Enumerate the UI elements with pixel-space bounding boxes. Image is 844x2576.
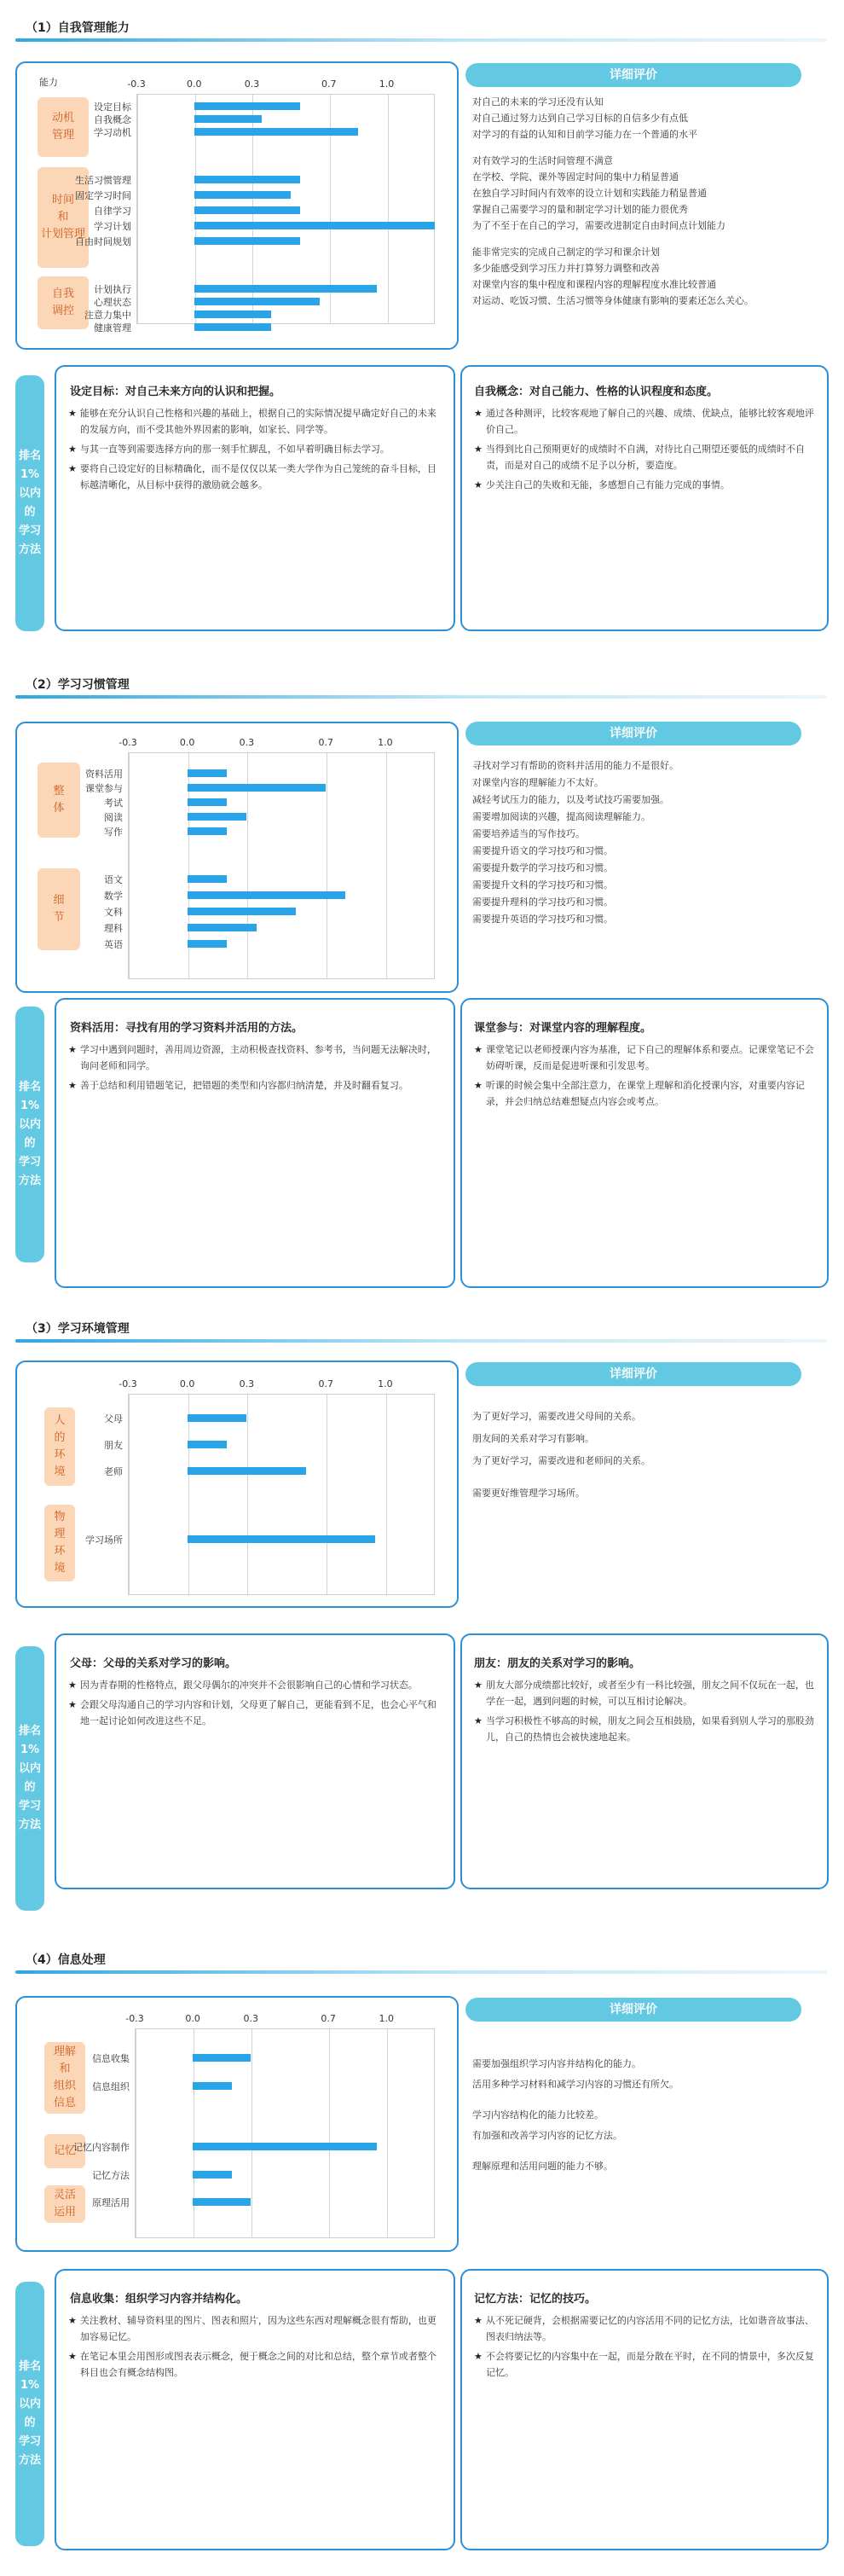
gridline (387, 2029, 388, 2237)
row-label: 阅读 (104, 812, 123, 823)
eval-line: 为了不至于在自己的学习，需要改进制定自由时间点计划能力 (472, 220, 725, 231)
star-icon: ★ (68, 1680, 77, 1691)
eval-line: 对运动、吃饭习惯、生活习惯等身体健康有影响的要素还怎么关心。 (472, 295, 754, 306)
gridline (137, 95, 138, 323)
gridline (251, 2029, 252, 2237)
row-label: 健康管理 (94, 322, 131, 334)
card-point-text: 与其一直等到需要选择方向的那一刻手忙脚乱，不如早着明确目标去学习。 (79, 444, 390, 455)
eval-line: 需要提升语文的学习技巧和习惯。 (472, 845, 613, 856)
tick-label: -0.3 (125, 2013, 144, 2024)
section-title: （4）信息处理 (26, 1953, 106, 1967)
method-card (55, 365, 455, 631)
chart (32, 2006, 450, 2245)
star-icon: ★ (68, 2351, 77, 2362)
eval-line (472, 142, 813, 153)
detail-eval-header: 详细评价 (465, 1998, 801, 2022)
tick-label: 0.7 (318, 737, 333, 748)
card-point-text: 从不死记硬背，会根据需要记忆的内容活用不同的记忆方法，比如谐音故事法、图表归纳法等。 (485, 2315, 814, 2342)
chart (32, 73, 450, 334)
bar-生活习惯管理 (194, 176, 300, 183)
row-label: 信息收集 (92, 2053, 130, 2064)
card-point (66, 1677, 442, 1693)
eval-line (472, 234, 813, 244)
row-label: 自律学习 (94, 206, 131, 217)
card-point-text: 因为青春期的性格特点，跟父母偶尔的冲突并不会很影响自己的心情和学习状态。 (79, 1680, 418, 1691)
method-card (460, 365, 829, 631)
bar-资料活用 (188, 769, 227, 777)
section-divider (15, 695, 827, 699)
bar-父母 (188, 1414, 247, 1422)
tick-label: 0.7 (321, 78, 337, 90)
eval-line: 对有效学习的生活时间管理不满意 (472, 155, 613, 166)
eval-line: 理解原理和活用问题的能力不够。 (472, 2161, 613, 2172)
bar-考试 (188, 798, 227, 806)
row-label: 自我概念 (94, 114, 131, 125)
star-icon: ★ (474, 1715, 483, 1726)
row-label: 固定学习时间 (75, 190, 131, 201)
card-point-text: 课堂笔记以老师授课内容为基准，记下自己的理解体系和要点。记课堂笔记不会妨碍听课，反而是促进听课和引发思考。 (485, 1044, 814, 1071)
detail-eval-text (472, 757, 813, 928)
bar-注意力集中 (194, 310, 271, 318)
eval-line: 活用多种学习材料和减学习内容的习惯还有所欠。 (472, 2079, 679, 2090)
card-point (66, 2312, 442, 2345)
side-label: 排名 1% 以内的 学习方法 (15, 1007, 44, 1262)
row-label: 原理活用 (92, 2197, 130, 2208)
card-point-text: 当学习积极性不够高的时候，朋友之间会互相鼓励，如果看到别人学习的那股劲儿，自己的热情也会被快速地起来。 (485, 1715, 814, 1743)
detail-eval-text (472, 94, 813, 309)
star-icon: ★ (474, 2351, 483, 2362)
group-tag: 动机 管理 (38, 97, 89, 157)
card-body (66, 1041, 442, 1094)
card-point-text: 能够在充分认识自己性格和兴趣的基础上，根据自己的实际情况提早确定好自己的未来的发展方向，而不受其他外界因素的影响，如家长、同学等。 (79, 408, 436, 435)
detail-eval-header: 详细评价 (465, 1362, 801, 1386)
card-point (472, 1077, 815, 1110)
section-divider (15, 1339, 827, 1343)
row-label: 学习计划 (94, 221, 131, 232)
tick-label: -0.3 (119, 737, 137, 748)
tick-label: 1.0 (378, 1378, 393, 1390)
card-body (66, 405, 442, 493)
bar-固定学习时间 (194, 191, 291, 199)
card-point-text: 朋友大部分成绩都比较好，或者至少有一科比较强，朋友之间不仅玩在一起，也学在一起，遇到问题的时候，可以互相讨论解决。 (485, 1680, 814, 1707)
eval-line: 朋友间的关系对学习有影响。 (472, 1433, 594, 1444)
card-heading: 资料活用：寻找有用的学习资料并活用的方法。 (70, 1022, 303, 1035)
plot-area (128, 1394, 435, 1595)
bar-朋友 (188, 1441, 227, 1448)
group-tag: 自我 调控 (38, 276, 89, 329)
card-point (66, 1041, 442, 1074)
bar-自由时间规划 (194, 237, 300, 245)
row-label: 学习动机 (94, 127, 131, 138)
card-point-text: 善于总结和利用错题笔记，把错题的类型和内容都归纳清楚，并及时翻看复习。 (79, 1080, 408, 1091)
star-icon: ★ (68, 463, 77, 474)
row-label: 老师 (104, 1466, 123, 1477)
star-icon: ★ (474, 479, 483, 490)
chart (32, 732, 450, 988)
tick-label: 0.3 (244, 78, 260, 90)
card-point (66, 2348, 442, 2381)
bar-老师 (188, 1467, 306, 1475)
section-divider (15, 38, 827, 42)
row-label: 资料活用 (85, 769, 123, 780)
eval-line: 需要提升理科的学习技巧和习惯。 (472, 896, 613, 908)
bar-记忆内容制作 (193, 2143, 377, 2150)
card-point (66, 1077, 442, 1094)
card-heading: 课堂参与：对课堂内容的理解程度。 (474, 1022, 652, 1035)
card-point (472, 477, 815, 493)
eval-line (472, 2095, 813, 2105)
bar-数学 (188, 891, 346, 899)
tick-label: -0.3 (127, 78, 146, 90)
row-label: 学习场所 (85, 1535, 123, 1546)
tick-label: 0.7 (318, 1378, 333, 1390)
detail-eval-text (472, 1406, 813, 1505)
side-label: 排名 1% 以内的 学习方法 (15, 2282, 44, 2546)
card-heading: 记忆方法：记忆的技巧。 (474, 2293, 597, 2306)
card-point (472, 1677, 815, 1709)
method-card (460, 2269, 829, 2550)
bar-记忆方法 (193, 2171, 231, 2179)
eval-line: 在学校、学院、课外等固定时间的集中力稍显普通 (472, 171, 679, 183)
card-point (472, 441, 815, 473)
tick-label: 1.0 (379, 2013, 394, 2024)
section-title: （3）学习环境管理 (26, 1322, 130, 1336)
card-point (472, 1041, 815, 1074)
gridline (129, 753, 130, 978)
eval-line: 学习内容结构化的能力比较差。 (472, 2109, 604, 2121)
eval-line: 需要提升数学的学习技巧和习惯。 (472, 862, 613, 873)
card-body (472, 405, 815, 493)
bar-学习动机 (194, 128, 358, 136)
tick-label: 0.0 (185, 2013, 200, 2024)
bar-心理状态 (194, 298, 320, 305)
row-label: 生活习惯管理 (75, 175, 131, 186)
section-divider (15, 1970, 827, 1974)
star-icon: ★ (474, 1044, 483, 1055)
row-label: 自由时间规划 (75, 236, 131, 247)
eval-line: 对自己通过努力达到自己学习目标的自信多少有点低 (472, 113, 688, 124)
row-label: 语文 (104, 874, 123, 885)
eval-line (472, 2146, 813, 2156)
gridline (386, 753, 387, 978)
card-point-text: 学习中遇到问题时，善用周边资源，主动积极查找资料、参考书，当问题无法解决时，询问老师和同学。 (79, 1044, 436, 1071)
row-label: 写作 (104, 827, 123, 838)
card-point (66, 405, 442, 438)
card-heading: 设定目标：对自己未来方向的认识和把握。 (70, 386, 281, 398)
star-icon: ★ (68, 1080, 77, 1091)
eval-line: 需要培养适当的写作技巧。 (472, 828, 585, 839)
method-card (55, 2269, 455, 2550)
card-body (472, 1041, 815, 1110)
eval-line: 寻找对学习有帮助的资料并活用的能力不是很好。 (472, 760, 679, 771)
star-icon: ★ (68, 2315, 77, 2326)
card-point (472, 405, 815, 438)
gridline (247, 1395, 248, 1594)
eval-line: 需要提升英语的学习技巧和习惯。 (472, 914, 613, 925)
tick-label: 0.3 (243, 2013, 258, 2024)
tick-label: -0.3 (119, 1378, 137, 1390)
card-heading: 朋友：朋友的关系对学习的影响。 (474, 1657, 641, 1670)
tick-label: 0.3 (239, 1378, 255, 1390)
tick-label: 0.3 (239, 737, 255, 748)
card-point-text: 在笔记本里会用图形或图表表示概念，便于概念之间的对比和总结，整个章节或者整个科目也会有概念结构图。 (79, 2351, 436, 2378)
row-label: 计划执行 (94, 284, 131, 295)
eval-line: 需要更好维管理学习场所。 (472, 1488, 585, 1499)
section-title: （1）自我管理能力 (26, 21, 130, 35)
tick-label: 1.0 (379, 78, 395, 90)
card-point (66, 441, 442, 457)
method-card (460, 1633, 829, 1889)
star-icon: ★ (68, 1044, 77, 1055)
tick-label: 1.0 (378, 737, 393, 748)
method-card (55, 1633, 455, 1889)
bar-理科 (188, 924, 257, 931)
card-point-text: 听课的时候会集中全部注意力，在课堂上理解和消化授课内容，对重要内容记录，并会归纳总结难想疑点内容会或考点。 (485, 1080, 805, 1107)
bar-自律学习 (194, 206, 300, 214)
eval-line: 需要增加阅读的兴趣，提高阅读理解能力。 (472, 811, 650, 822)
eval-line: 为了更好学习，需要改进父母间的关系。 (472, 1411, 641, 1422)
row-label: 心理状态 (94, 297, 131, 308)
card-body (66, 1677, 442, 1729)
bar-健康管理 (194, 323, 271, 331)
eval-line: 为了更好学习，需要改进和老师间的关系。 (472, 1455, 650, 1466)
method-card (460, 998, 829, 1288)
card-point-text: 要将自己设定好的目标精确化，而不是仅仅以某一类大学作为自己笼统的奋斗目标，目标越清晰化，从目标中获得的激励就会越多。 (79, 463, 436, 490)
group-tag: 灵活 运用 (44, 2185, 85, 2223)
star-icon: ★ (68, 408, 77, 419)
bar-英语 (188, 940, 227, 948)
star-icon: ★ (68, 444, 77, 455)
row-label: 文科 (104, 907, 123, 918)
gridline (329, 2029, 330, 2237)
group-tag: 人 的 环 境 (44, 1407, 75, 1486)
eval-line: 对课堂内容的理解能力不太好。 (472, 777, 604, 788)
bar-课堂参与 (188, 784, 327, 792)
gridline (188, 1395, 189, 1594)
card-point-text: 关注教材、辅导资料里的图片、图表和照片，因为这些东西对理解概念很有帮助，也更加容易记忆。 (79, 2315, 436, 2342)
gridline (386, 1395, 387, 1594)
row-label: 注意力集中 (84, 310, 131, 321)
card-point-text: 少关注自己的失败和无能，多感想自己有能力完成的事情。 (485, 479, 730, 490)
gridline (129, 1395, 130, 1594)
bar-自我概念 (194, 115, 262, 123)
plot-area (135, 2028, 435, 2238)
row-label: 课堂参与 (85, 783, 123, 794)
star-icon: ★ (474, 444, 483, 455)
tick-label: 0.7 (321, 2013, 336, 2024)
gridline (388, 95, 389, 323)
bar-计划执行 (194, 285, 378, 293)
bar-语文 (188, 875, 227, 883)
eval-line: 能非常完实的完成自己制定的学习和课余计划 (472, 247, 660, 258)
eval-line: 对课堂内容的集中程度和课程内容的理解程度水准比较普通 (472, 279, 716, 290)
chart-axis-title: 能力 (39, 77, 58, 88)
card-point (66, 1697, 442, 1729)
bar-阅读 (188, 813, 247, 821)
bar-文科 (188, 908, 297, 915)
side-label: 排名 1% 以内的 学习方法 (15, 1646, 44, 1911)
group-tag: 记忆 (44, 2134, 85, 2168)
card-point-text: 通过各种测评，比较客观地了解自己的兴趣、成绩、优缺点，能够比较客观地评价自己。 (485, 408, 814, 435)
eval-line: 对学习的有益的认知和目前学习能力在一个普通的水平 (472, 129, 697, 140)
card-body (472, 1677, 815, 1745)
bar-信息组织 (193, 2082, 231, 2090)
eval-line (472, 1472, 813, 1482)
row-label: 数学 (104, 891, 123, 902)
bar-设定目标 (194, 102, 300, 110)
eval-line: 需要加强组织学习内容并结构化的能力。 (472, 2058, 641, 2069)
star-icon: ★ (68, 1699, 77, 1710)
row-label: 考试 (104, 798, 123, 809)
row-label: 英语 (104, 939, 123, 950)
detail-eval-header: 详细评价 (465, 63, 801, 87)
bar-信息收集 (193, 2054, 251, 2062)
eval-line: 需要提升文科的学习技巧和习惯。 (472, 879, 613, 891)
star-icon: ★ (474, 1080, 483, 1091)
eval-line: 有加强和改善学习内容的记忆方法。 (472, 2130, 622, 2141)
card-point (66, 461, 442, 493)
section-title: （2）学习习惯管理 (26, 678, 130, 692)
bar-原理活用 (193, 2198, 251, 2206)
tick-label: 0.0 (186, 78, 202, 90)
row-label: 记忆方法 (92, 2170, 130, 2181)
group-tag: 理解 和 组织 信息 (44, 2042, 85, 2114)
row-label: 信息组织 (92, 2081, 130, 2092)
star-icon: ★ (474, 1680, 483, 1691)
card-heading: 信息收集：组织学习内容并结构化。 (70, 2293, 248, 2306)
card-point-text: 不会将要记忆的内容集中在一起，而是分散在平时，在不同的情景中，多次反复记忆。 (485, 2351, 814, 2378)
method-card (55, 998, 455, 1288)
eval-line: 在独自学习时间内有效率的设立计划和实践能力稍显普通 (472, 188, 707, 199)
card-point-text: 当得到比自己预期更好的成绩时不自满，对待比自己期望还要低的成绩时不自责，而是对自己的成绩不足予以分析，要造度。 (485, 444, 805, 471)
side-label: 排名 1% 以内的 学习方法 (15, 375, 44, 631)
star-icon: ★ (474, 408, 483, 419)
row-label: 设定目标 (94, 102, 131, 113)
eval-line: 减轻考试压力的能力，以及考试技巧需要加强。 (472, 794, 669, 805)
group-tag: 时间 和 计划管理 (38, 167, 89, 268)
eval-line: 掌握自己需要学习的量和制定学习计划的能力很优秀 (472, 204, 688, 215)
chart (32, 1372, 450, 1602)
detail-eval-header: 详细评价 (465, 722, 801, 746)
detail-eval-text (472, 2054, 813, 2177)
card-point (472, 1713, 815, 1745)
card-point-text: 会跟父母沟通自己的学习内容和计划，父母更了解自己，更能看到不足，也会心平气和地一起讨论如何改进这些不足。 (79, 1699, 436, 1726)
card-heading: 父母：父母的关系对学习的影响。 (70, 1657, 237, 1670)
row-label: 理科 (104, 923, 123, 934)
row-label: 父母 (104, 1413, 123, 1424)
card-point (472, 2312, 815, 2345)
card-point (472, 2348, 815, 2381)
tick-label: 0.0 (179, 1378, 195, 1390)
row-label: 朋友 (104, 1440, 123, 1451)
bar-写作 (188, 827, 227, 835)
card-body (66, 2312, 442, 2381)
eval-line: 对自己的未来的学习还没有认知 (472, 96, 604, 107)
card-body (472, 2312, 815, 2381)
star-icon: ★ (474, 2315, 483, 2326)
bar-学习场所 (188, 1535, 376, 1543)
bar-学习计划 (194, 222, 435, 229)
eval-line: 多少能感受到学习压力并打算努力调整和改善 (472, 263, 660, 274)
group-tag: 细 节 (38, 868, 80, 950)
tick-label: 0.0 (179, 737, 195, 748)
group-tag: 整 体 (38, 763, 80, 838)
group-tag: 物 理 环 境 (44, 1505, 75, 1581)
row-label: 记忆内容制作 (73, 2142, 130, 2153)
card-heading: 自我概念：对自己能力、性格的认识程度和态度。 (474, 386, 719, 398)
